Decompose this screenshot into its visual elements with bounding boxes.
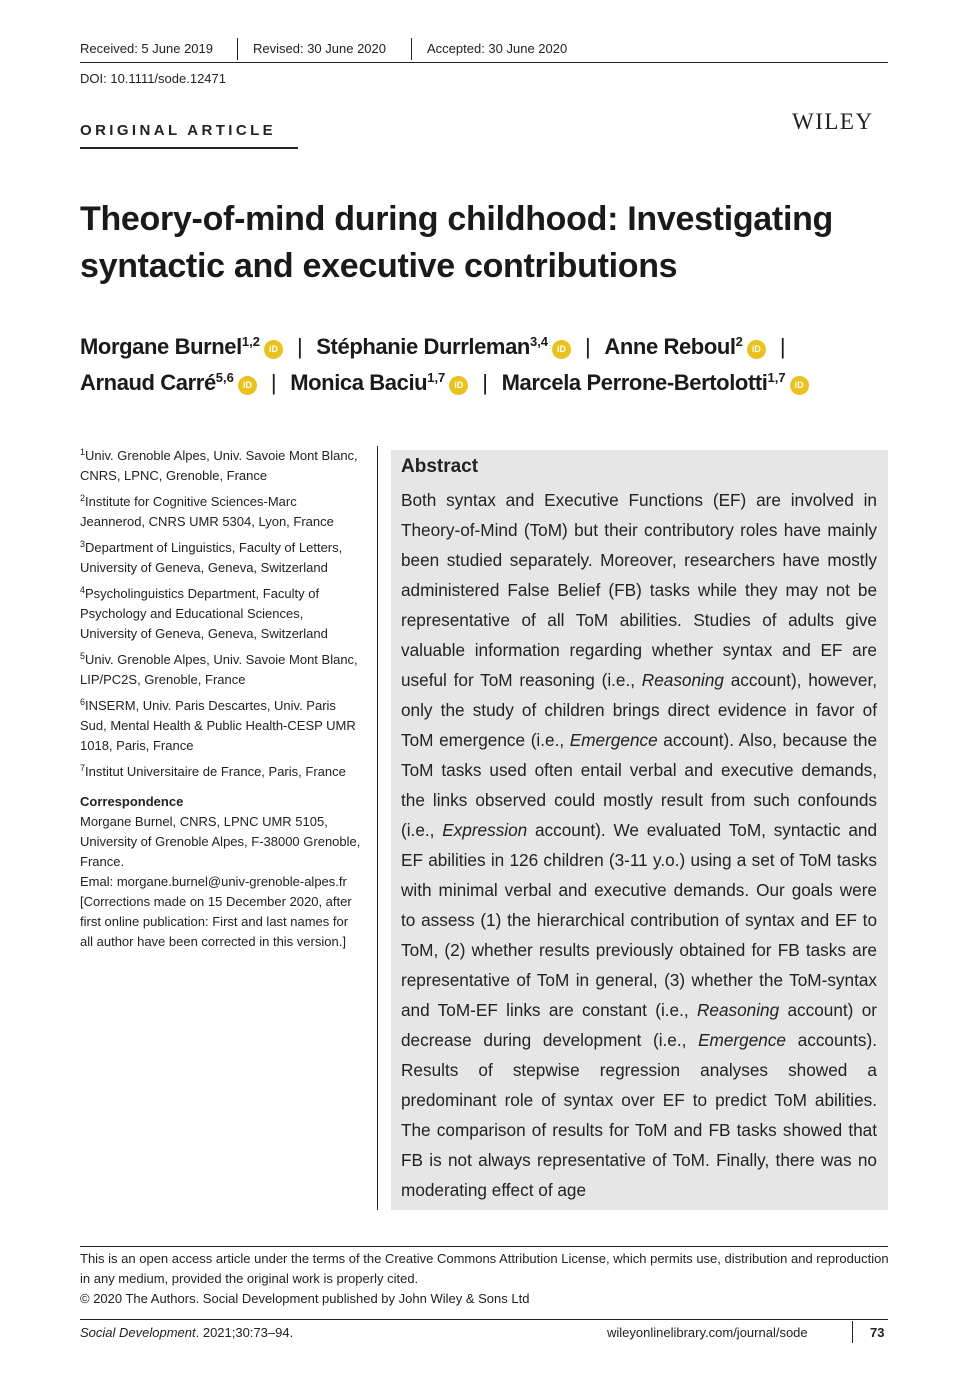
abstract-segment: accounts). Results of stepwise regression analyses showed a predominant role of syntax over EF to predict ToM abilities. The comparison of results for ToM and FB tasks showed that FB is not always representative of ToM. Finally, there was no moderating effect of age: [401, 1030, 877, 1200]
affiliations: [80, 446, 362, 952]
journal-name: Social Development: [80, 1325, 196, 1340]
abstract-box: [391, 450, 888, 1210]
accepted-date: Accepted: 30 June 2020: [427, 41, 568, 56]
affiliation: [80, 650, 362, 690]
affiliation-text: Psycholinguistics Department, Faculty of Psychology and Educational Sciences, University of Geneva, Geneva, Switzerland: [80, 586, 328, 641]
author[interactable]: [290, 370, 468, 395]
paper-title: Theory-of-mind during childhood: Investigating syntactic and executive contributions: [80, 200, 834, 285]
author-separator: |: [779, 334, 786, 359]
abstract-emphasis: Reasoning: [641, 670, 724, 690]
journal-url[interactable]: wileyonlinelibrary.com/journal/sode: [607, 1325, 808, 1340]
correspondence-email[interactable]: Emal: morgane.burnel@univ-grenoble-alpes.fr: [80, 874, 347, 889]
affiliation-number: 4: [80, 585, 86, 595]
journal-volume: . 2021;30:73–94.: [195, 1325, 294, 1340]
footer-rule: [80, 1246, 888, 1247]
affiliation-text: Institute for Cognitive Sciences-Marc Jeannerod, CNRS UMR 5304, Lyon, France: [80, 494, 334, 529]
orcid-icon[interactable]: iD: [264, 340, 283, 359]
author-affiliation-ref: 2: [735, 334, 743, 349]
header-separator: [237, 38, 238, 60]
affiliation-number: 2: [80, 493, 86, 503]
article-type-underline: [80, 147, 298, 149]
doi[interactable]: DOI: 10.1111/sode.12471: [80, 71, 226, 86]
header-separator: [411, 38, 412, 60]
author[interactable]: [80, 334, 283, 359]
affiliation-number: 7: [80, 763, 86, 773]
abstract-emphasis: Reasoning: [696, 1000, 780, 1020]
author-list: [80, 329, 895, 401]
received-date: Received: 5 June 2019: [80, 41, 213, 56]
abstract-heading: Abstract: [401, 456, 479, 477]
affiliation: [80, 446, 362, 486]
affiliation-text: Institut Universitaire de France, Paris, France: [85, 764, 346, 779]
affiliation: [80, 492, 362, 532]
orcid-icon[interactable]: iD: [238, 376, 257, 395]
author-affiliation-ref: 5,6: [215, 370, 234, 385]
correspondence-heading: Correspondence: [80, 794, 184, 809]
header-rule: [80, 62, 888, 63]
author-separator: |: [482, 370, 488, 395]
affiliation: [80, 584, 362, 644]
author-name: Monica Baciu: [290, 370, 428, 395]
page-number: 73: [870, 1325, 885, 1340]
abstract-emphasis: Emergence: [698, 1030, 786, 1050]
publisher-logo: WILEY: [792, 109, 874, 134]
author-name: Anne Reboul: [604, 334, 736, 359]
article-type: ORIGINAL ARTICLE: [80, 122, 277, 139]
correction-note: [Corrections made on 15 December 2020, after first online publication: First and last names for all author have been corrected in this version.]: [80, 894, 352, 949]
author[interactable]: [502, 370, 809, 395]
correspondence-address: Morgane Burnel, CNRS, LPNC UMR 5105, University of Grenoble Alpes, F-38000 Grenoble, France.: [80, 814, 361, 869]
author-affiliation-ref: 1,7: [767, 370, 786, 385]
orcid-icon[interactable]: iD: [552, 340, 571, 359]
affiliation-number: 3: [80, 539, 86, 549]
author-name: Arnaud Carré: [80, 370, 216, 395]
author[interactable]: [316, 334, 571, 359]
affiliation: [80, 762, 362, 782]
abstract-segment: account). We evaluated ToM, syntactic and EF abilities in 126 children (3-11 y.o.) using a set of ToM tasks with minimal verbal and executive demands. Our goals were to assess (1) the hierarchical contribution of syntax and EF to ToM, (2) whether results previously obtained for FB tasks are representative of ToM in general, (3) whether the ToM-syntax and ToM-EF links are constant (i.e.,: [401, 820, 877, 1020]
column-divider: [377, 446, 378, 1210]
author-separator: |: [585, 334, 591, 359]
author-separator: |: [296, 334, 303, 359]
affiliation-text: Univ. Grenoble Alpes, Univ. Savoie Mont Blanc, LIP/PC2S, Grenoble, France: [80, 652, 358, 687]
orcid-icon[interactable]: iD: [449, 376, 468, 395]
author[interactable]: [604, 334, 766, 359]
author-affiliation-ref: 3,4: [529, 334, 549, 349]
author-affiliation-ref: 1,2: [241, 334, 260, 349]
author-affiliation-ref: 1,7: [427, 370, 446, 385]
journal-citation: [80, 1325, 293, 1340]
revised-date: Revised: 30 June 2020: [253, 41, 386, 56]
affiliation-text: Univ. Grenoble Alpes, Univ. Savoie Mont Blanc, CNRS, LPNC, Grenoble, France: [80, 448, 358, 483]
abstract-segment: Both syntax and Executive Functions (EF) are involved in Theory-of-Mind (ToM) but their contributory roles have mainly been studied separately. Moreover, researchers have mostly administered False Belief (FB) tasks while they may not be representative of all ToM abilities. Studies of adults give valuable information regarding whether syntax and EF are useful for ToM reasoning (i.e.,: [401, 490, 877, 690]
affiliation-text: Department of Linguistics, Faculty of Letters, University of Geneva, Geneva, Switzerland: [80, 540, 343, 575]
bottom-rule: [80, 1319, 888, 1320]
abstract-text: [401, 485, 877, 1205]
abstract-segment: account). Also, because the ToM tasks used often entail verbal and executive demands, the links observed could mostly result from such confounds (i.e.,: [401, 730, 877, 840]
author-name: Marcela Perrone-Bertolotti: [501, 370, 768, 395]
abstract-segment: account), however, only the study of children brings direct evidence in favor of ToM emergence (i.e.,: [401, 670, 877, 750]
license-footer: [80, 1249, 890, 1309]
affiliation-number: 6: [80, 697, 86, 707]
page-number-separator: [852, 1321, 853, 1343]
author-name: Morgane Burnel: [80, 334, 242, 359]
affiliation-number: 5: [80, 651, 86, 661]
abstract-emphasis: Expression: [442, 820, 528, 840]
orcid-icon[interactable]: iD: [747, 340, 766, 359]
author-name: Stéphanie Durrleman: [316, 334, 530, 359]
abstract-segment: account) or decrease during development (i.e.,: [401, 1000, 877, 1050]
author-separator: |: [270, 370, 277, 395]
abstract-emphasis: Emergence: [569, 730, 658, 750]
copyright-text: © 2020 The Authors. Social Development published by John Wiley & Sons Ltd: [80, 1291, 530, 1306]
author[interactable]: [80, 370, 257, 395]
orcid-icon[interactable]: iD: [790, 376, 809, 395]
affiliation-text: INSERM, Univ. Paris Descartes, Univ. Paris Sud, Mental Health & Public Health-CESP UMR 1018, Paris, France: [80, 698, 356, 753]
affiliation-number: 1: [80, 447, 86, 457]
affiliation: [80, 696, 362, 756]
license-text: This is an open access article under the terms of the Creative Commons Attribution License, which permits use, distribution and reproduction in any medium, provided the original work is properly cited.: [80, 1251, 889, 1286]
affiliation: [80, 538, 362, 578]
